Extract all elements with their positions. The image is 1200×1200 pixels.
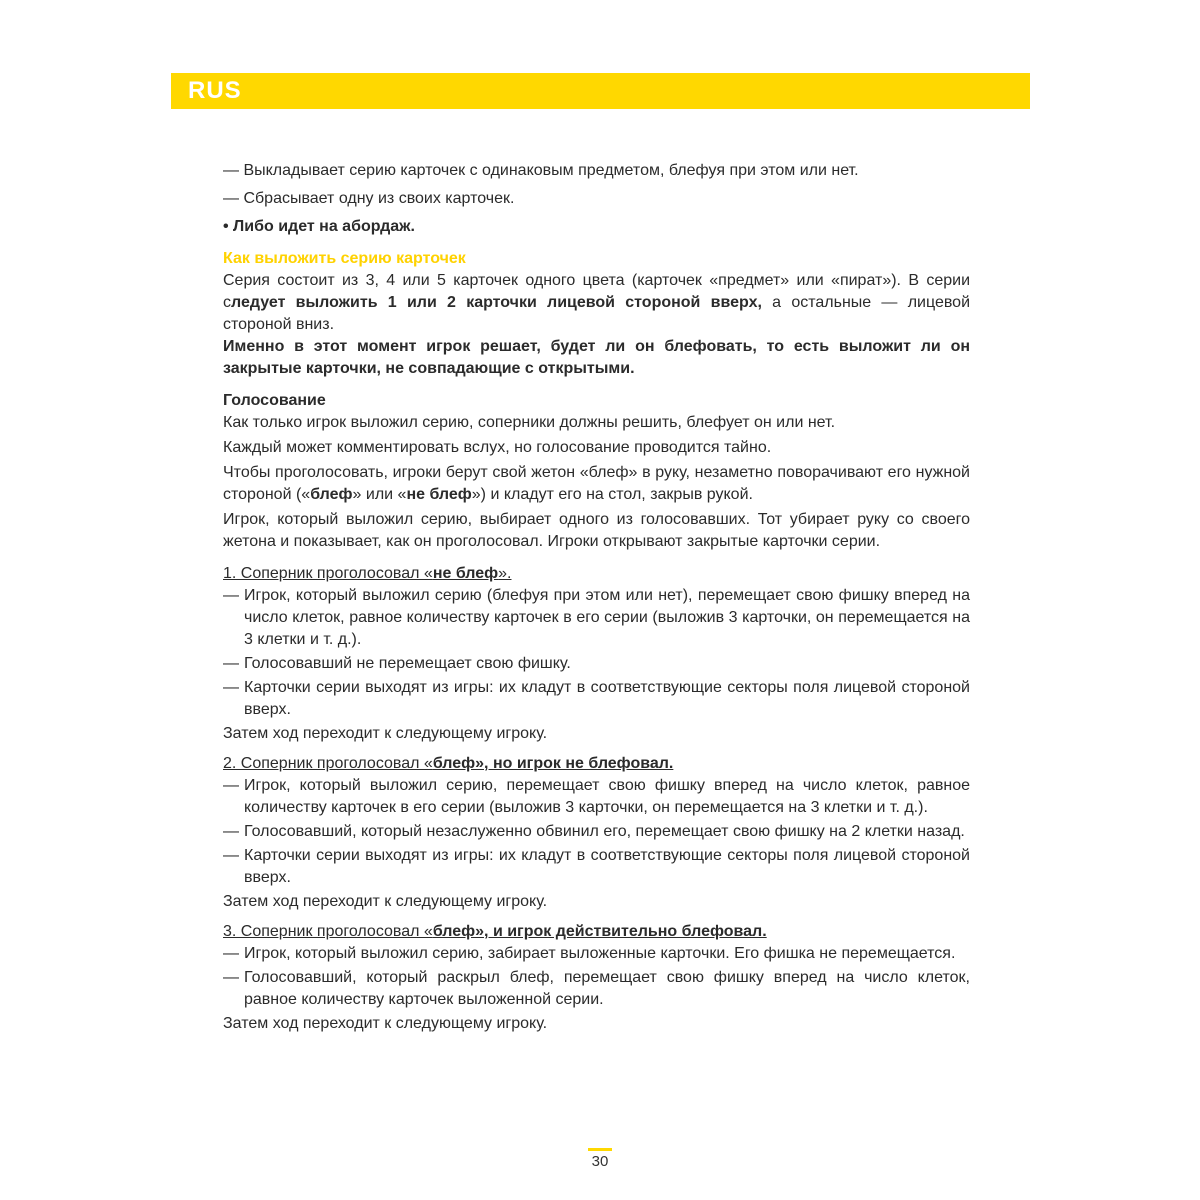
case-1-item-1-text: Игрок, который выложил серию (блефуя при этом или нет), перемещает свою фишку вперед на число клеток, равное количеству карточек в его серии (выложив 3 карточки, он перемещается на 3 клетки и т. д.). <box>244 587 970 648</box>
rules-content <box>223 160 970 1041</box>
case-1-after: Затем ход переходит к следующему игроку. <box>223 725 548 742</box>
case-2-item-1 <box>223 775 970 819</box>
dash-marker: — <box>223 969 239 986</box>
case-2-item-2-text: Голосовавший, который незаслуженно обвинил его, перемещает свою фишку на 2 клетки назад. <box>244 823 965 840</box>
dash-marker: — <box>223 655 239 672</box>
page-number: 30 <box>591 1153 609 1170</box>
series-p1-bold: ледует выложить 1 или 2 карточки лицевой стороной вверх, <box>231 294 762 311</box>
dash-marker: — <box>223 587 239 604</box>
case-2-title-text: 2. Соперник проголосовал « <box>223 755 433 772</box>
dash-marker: — <box>223 777 239 794</box>
voting-p3-text-c: ») и кладут его на стол, закрыв рукой. <box>471 486 753 503</box>
case-3-after: Затем ход переходит к следующему игроку. <box>223 1015 548 1032</box>
case-3-item-1-text: Игрок, который выложил серию, забирает выложенные карточки. Его фишка не перемещается. <box>244 945 956 962</box>
series-paragraph-2: Именно в этот момент игрок решает, будет ли он блефовать, то есть выложит ли он закрытые карточки, не совпадающие с открытыми. <box>223 338 970 377</box>
case-1-item-3-text: Карточки серии выходят из игры: их кладут в соответствующие секторы поля лицевой стороной вверх. <box>244 679 970 718</box>
series-p1-text-b: а остальные — лицевой стороной вниз. <box>223 294 971 333</box>
case-3-title-bold: блеф», и игрок действительно блефовал. <box>432 923 767 940</box>
voting-paragraph-1: Как только игрок выложил серию, соперники должны решить, блефует он или нет. <box>223 414 836 431</box>
voting-p3-text-b: » или « <box>352 486 407 503</box>
case-2-title-bold: блеф», но игрок не блефовал. <box>432 755 674 772</box>
case-2-after: Затем ход переходит к следующему игроку. <box>223 893 548 910</box>
series-p1-text-a: Серия состоит из 3, 4 или 5 карточек одного цвета (карточек «предмет» или «пират»). В серии с <box>223 272 970 311</box>
case-2-item-3 <box>223 845 970 889</box>
series-paragraph-1 <box>223 270 970 336</box>
voting-p3-bold-2: не блеф <box>406 486 472 503</box>
case-2-item-3-text: Карточки серии выходят из игры: их кладут в соответствующие секторы поля лицевой стороной вверх. <box>244 847 970 886</box>
case-2-item-1-text: Игрок, который выложил серию, перемещает свою фишку вперед на число клеток, равное количеству карточек в его серии (выложив 3 карточки, он перемещается на 3 клетки и т. д.). <box>244 777 970 816</box>
case-1-title <box>223 563 970 585</box>
intro-line-1: — Выкладывает серию карточек с одинаковым предметом, блефуя при этом или нет. <box>223 162 859 179</box>
intro-bold-line: • Либо идет на абордаж. <box>223 218 415 235</box>
dash-marker: — <box>223 945 239 962</box>
series-section-title: Как выложить серию карточек <box>223 250 466 267</box>
voting-p3-text-a: Чтобы проголосовать, игроки берут свой жетон «блеф» в руку, незаметно поворачивают его нужной стороной (« <box>223 464 970 503</box>
voting-paragraph-2: Каждый может комментировать вслух, но голосование проводится тайно. <box>223 439 772 456</box>
case-3-item-2-text: Голосовавший, который раскрыл блеф, перемещает свою фишку вперед на число клеток, равное количеству карточек выложенной серии. <box>244 969 970 1008</box>
case-3-item-2 <box>223 967 970 1011</box>
dash-marker: — <box>223 679 239 696</box>
case-1-title-bold: не блеф <box>432 565 499 582</box>
case-3-title <box>223 921 970 943</box>
case-3-title-text: 3. Соперник проголосовал « <box>223 923 433 940</box>
case-3-item-1 <box>223 943 970 965</box>
case-1-item-2 <box>223 653 970 675</box>
language-label: RUS <box>188 77 242 104</box>
case-1-item-3 <box>223 677 970 721</box>
case-2-item-2 <box>223 821 970 843</box>
page-number-accent <box>588 1148 612 1151</box>
page-footer <box>0 1148 1200 1171</box>
voting-paragraph-4: Игрок, который выложил серию, выбирает одного из голосовавших. Тот убирает руку со своего жетона и показывает, как он проголосовал. Игроки открывают закрытые карточки серии. <box>223 511 970 550</box>
case-1-title-text: 1. Соперник проголосовал « <box>223 565 433 582</box>
voting-paragraph-3 <box>223 462 970 506</box>
voting-section-title: Голосование <box>223 392 326 409</box>
language-header-bar <box>171 73 1030 109</box>
case-1-item-2-text: Голосовавший не перемещает свою фишку. <box>244 655 571 672</box>
dash-marker: — <box>223 823 239 840</box>
case-2-title <box>223 753 970 775</box>
case-1-title-end: ». <box>498 565 512 582</box>
case-1-item-1 <box>223 585 970 651</box>
dash-marker: — <box>223 847 239 864</box>
intro-line-2: — Сбрасывает одну из своих карточек. <box>223 190 515 207</box>
voting-p3-bold-1: блеф <box>310 486 353 503</box>
